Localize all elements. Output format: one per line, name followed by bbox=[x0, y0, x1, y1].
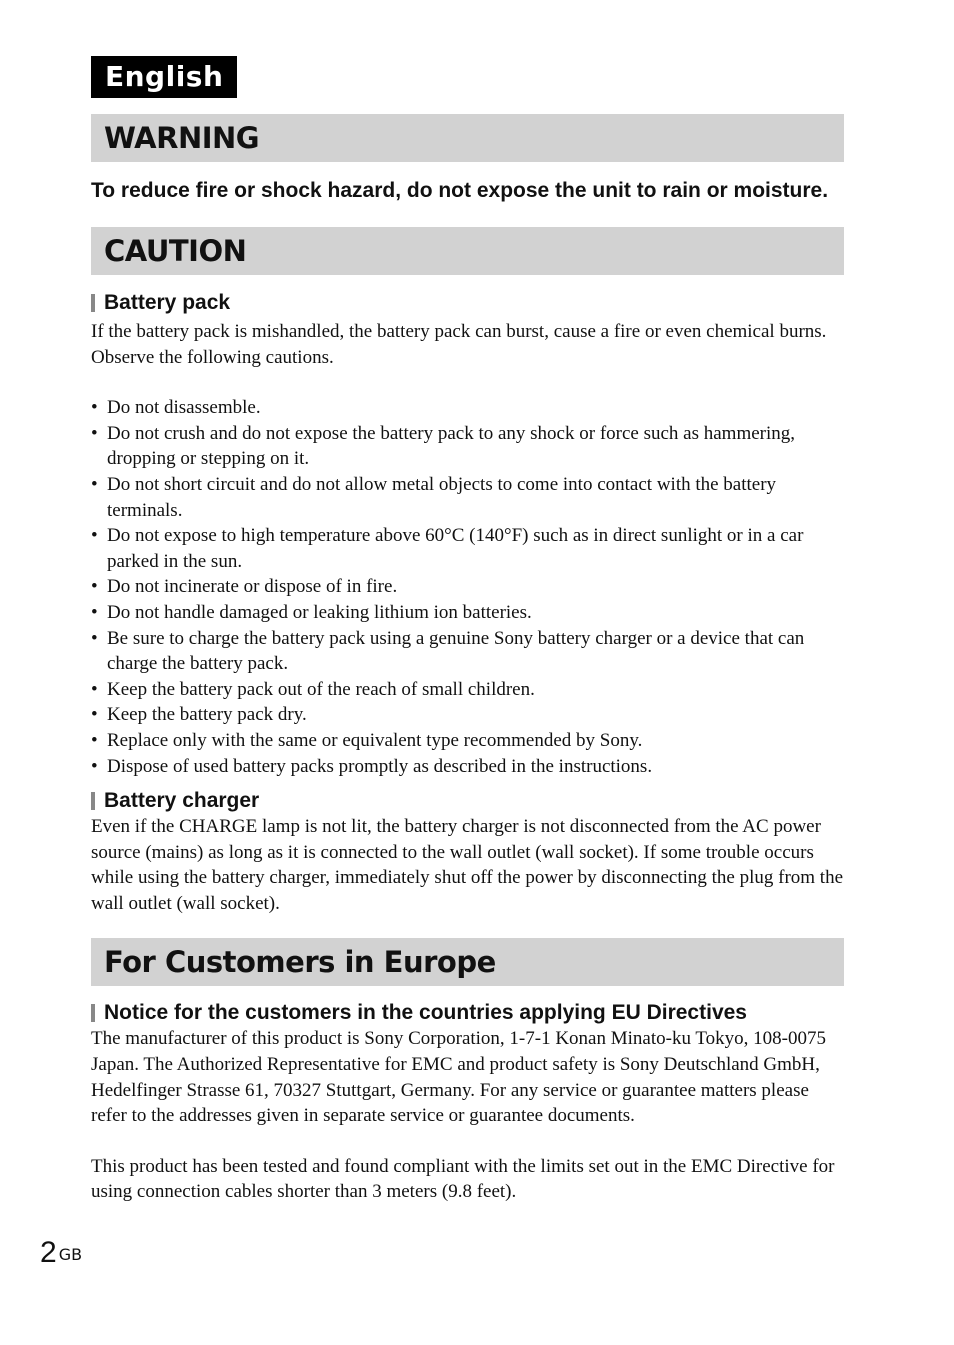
list-item: • Keep the battery pack dry. bbox=[91, 702, 844, 728]
list-item: • Do not handle damaged or leaking lithium ion batteries. bbox=[91, 600, 844, 626]
list-item: • Do not short circuit and do not allow metal objects to come into contact with the battery terminals. bbox=[91, 473, 777, 521]
battery-pack-title-text: Battery pack bbox=[104, 291, 231, 314]
battery-pack-intro: If the battery pack is mishandled, the battery pack can burst, cause a fire or even chemical burns. Observe the following cautions. bbox=[91, 321, 827, 368]
eu-paragraph-2: This product has been tested and found compliant with the limits set out in the EMC Directive for using connection cables shorter than 3 meters (9.8 feet). bbox=[91, 1155, 835, 1203]
list-item: • Do not incinerate or dispose of in fire. bbox=[91, 574, 844, 600]
bullet-icon: • bbox=[91, 397, 98, 419]
bullet-icon: • bbox=[91, 576, 98, 598]
warning-text: To reduce fire or shock hazard, do not expose the unit to rain or moisture. bbox=[91, 179, 829, 202]
page-number bbox=[40, 1236, 82, 1270]
bullet-icon: • bbox=[91, 729, 98, 751]
bullet-icon: • bbox=[91, 678, 98, 700]
bullet-icon: • bbox=[91, 473, 98, 495]
bullet-icon: • bbox=[91, 627, 98, 649]
section-marker-icon bbox=[91, 792, 95, 810]
eu-paragraph-1: The manufacturer of this product is Sony Corporation, 1-7-1 Konan Minato-ku Tokyo, 108-0075 Japan. The Authorized Representative for EMC and product safety is Sony Deutschland GmbH, Hedelfinger Strasse 61, 70327 Stuttgart, Germany. For any service or guarantee matters please refer to the addresses given in separate service or guarantee documents. bbox=[91, 1028, 826, 1127]
list-item: • Replace only with the same or equivalent type recommended by Sony. bbox=[91, 728, 844, 754]
language-tag: English bbox=[91, 56, 237, 98]
page-number-suffix: GB bbox=[58, 1245, 83, 1264]
list-item: • Keep the battery pack out of the reach of small children. bbox=[91, 677, 844, 703]
section-marker-icon bbox=[91, 1004, 95, 1022]
battery-charger-title bbox=[91, 788, 844, 814]
list-item: • Dispose of used battery packs promptly as described in the instructions. bbox=[91, 754, 844, 780]
section-marker-icon bbox=[91, 294, 95, 312]
caution-heading: CAUTION bbox=[91, 227, 844, 275]
bullet-icon: • bbox=[91, 525, 98, 547]
page-number-value: 2 bbox=[40, 1236, 57, 1269]
battery-pack-cautions-list bbox=[91, 395, 844, 779]
list-item: • Be sure to charge the battery pack using a genuine Sony battery charger or a device that can charge the battery pack. bbox=[91, 627, 805, 675]
eu-notice-title-text: Notice for the customers in the countries applying EU Directives bbox=[104, 1001, 747, 1025]
list-item: • Do not crush and do not expose the battery pack to any shock or force such as hammering, dropping or stepping on it. bbox=[91, 422, 796, 470]
bullet-icon: • bbox=[91, 755, 98, 777]
battery-pack-title bbox=[91, 290, 844, 316]
europe-heading: For Customers in Europe bbox=[91, 938, 844, 986]
list-item: • Do not disassemble. bbox=[91, 395, 844, 421]
list-item: • Do not expose to high temperature above 60°C (140°F) such as in direct sunlight or in a car parked in the sun. bbox=[91, 525, 804, 572]
manual-page bbox=[91, 56, 844, 1205]
warning-heading: WARNING bbox=[91, 114, 844, 162]
eu-notice-title bbox=[91, 1000, 844, 1026]
bullet-icon: • bbox=[91, 422, 98, 444]
bullet-icon: • bbox=[91, 601, 98, 623]
bullet-icon: • bbox=[91, 704, 98, 726]
battery-charger-text: Even if the CHARGE lamp is not lit, the battery charger is not disconnected from the AC power source (mains) as long as it is connected to the wall outlet (wall socket). If some trouble occurs while using the battery charger, immediately shut off the power by disconnecting the plug from the wall outlet (wall socket). bbox=[91, 816, 844, 914]
battery-charger-title-text: Battery charger bbox=[104, 789, 260, 813]
